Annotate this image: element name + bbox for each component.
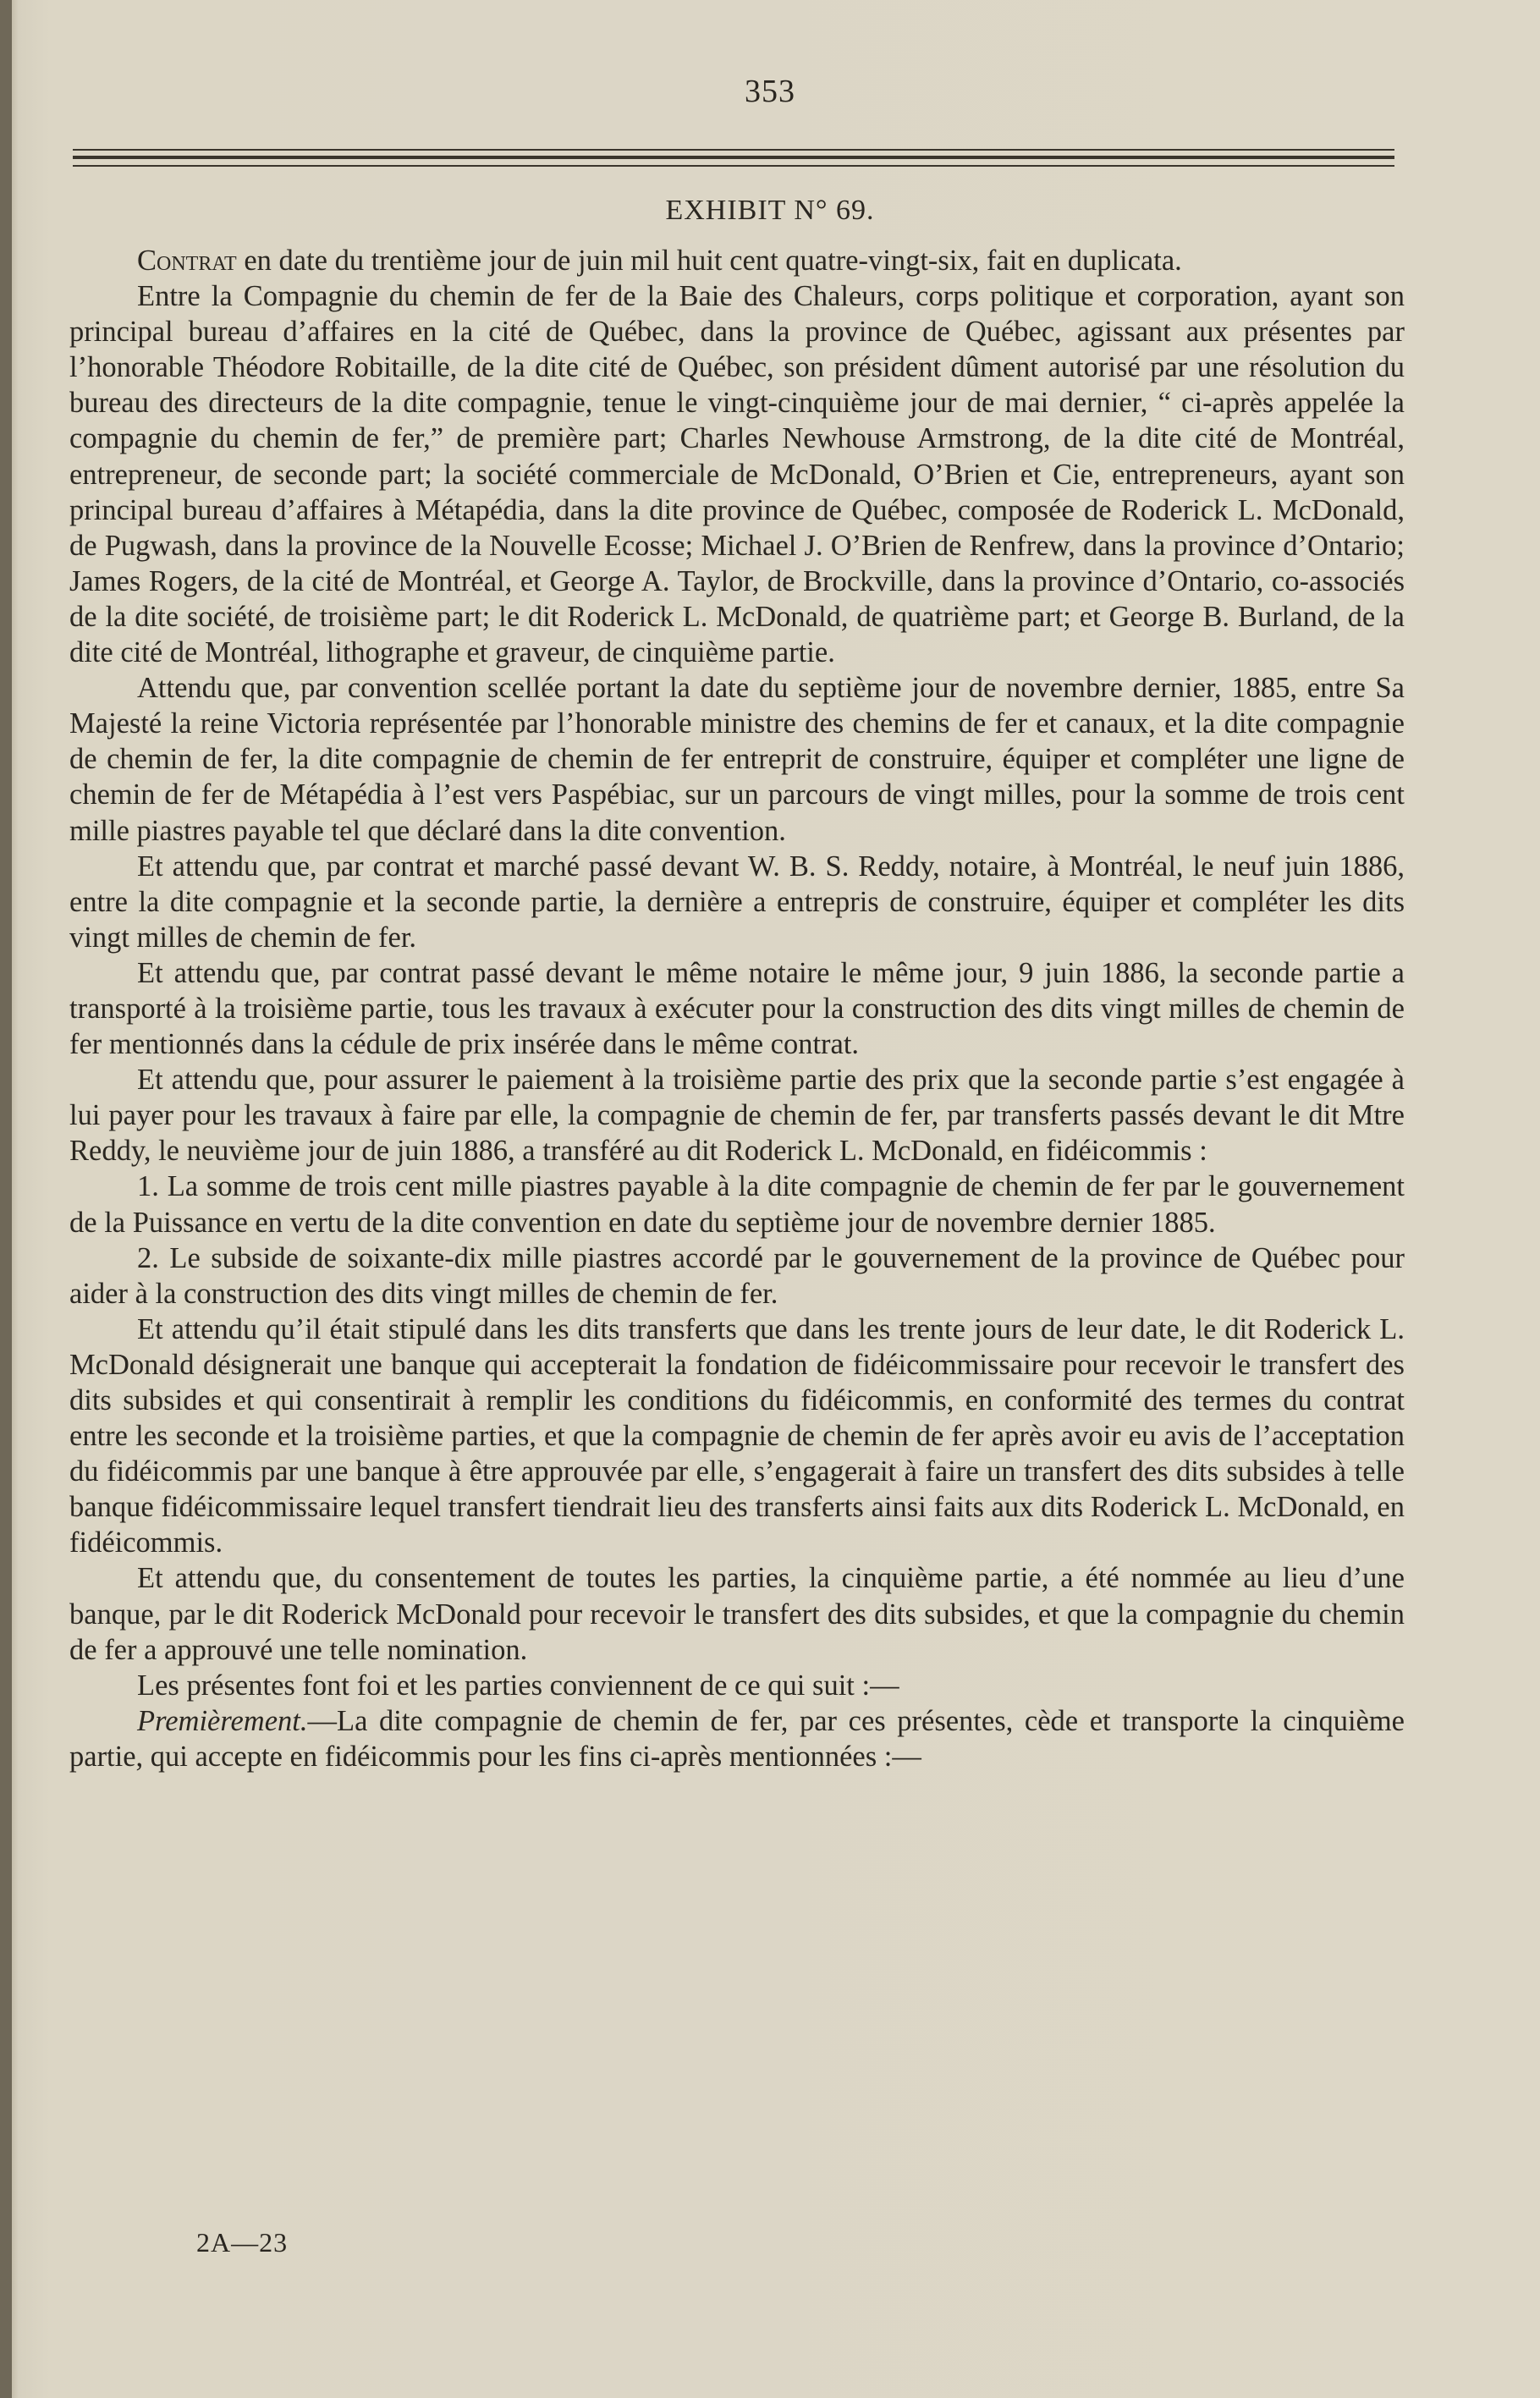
paragraph: Les présentes font foi et les parties conviennent de ce qui suit :— [137, 1669, 899, 1702]
paragraph: Attendu que, par convention scellée portant la date du septième jour de novembre dernier, 1885, entre Sa Majesté la reine Victoria représentée par l’honorable ministre des chemins de fer et canaux, et la dite compagnie de chemin de fer, la dite compagnie de chemin de fer entreprit de construire, équiper et compléter une ligne de chemin de fer de Métapédia à l’est vers Paspébiac, sur un parcours de vingt milles, pour la somme de trois cent mille piastres payable tel que déclaré dans la dite convention. [69, 672, 1405, 847]
page-number: 353 [745, 74, 795, 109]
paragraph [69, 1703, 1405, 1774]
paragraph: Et attendu que, pour assurer le paiement à la troisième partie des prix que la seconde partie s’est engagée à lui payer pour les travaux à faire par elle, la compagnie de chemin de fer, par transferts passés devant le dit Mtre Reddy, le neuvième jour de juin 1886, a transféré au dit Roderick L. McDonald, en fidéicommis : [69, 1064, 1405, 1168]
numbered-paragraph: 2. Le subside de soixante-dix mille piastres accordé par le gouvernement de la province de Québec pour aider à la construction des dits vingt milles de chemin de fer. [69, 1241, 1405, 1310]
paragraph: Et attendu que, par contrat passé devant le même notaire le même jour, 9 juin 1886, la seconde partie a transporté à la troisième partie, tous les travaux à exécuter pour la construction des dits vingt milles de chemin de fer mentionnés dans la cédule de prix insérée dans le même contrat. [69, 956, 1405, 1061]
paragraph-lead: Contrat [137, 245, 237, 277]
paragraph-text: en date du trentième jour de juin mil huit cent quatre-vingt-six, fait en duplicata. [236, 245, 1182, 277]
exhibit-title: EXHIBIT N° 69. [665, 195, 875, 226]
binding-edge [0, 0, 12, 2398]
header-rule [73, 165, 1394, 167]
numbered-paragraph: 1. La somme de trois cent mille piastres payable à la dite compagnie de chemin de fer par le gouvernement de la Puissance en vertu de la dite convention en date du septième jour de novembre dernier 1885. [69, 1170, 1405, 1239]
body-text [69, 243, 1405, 1774]
paragraph: Et attendu que, par contrat et marché passé devant W. B. S. Reddy, notaire, à Montréal, le neuf juin 1886, entre la dite compagnie et la seconde partie, la dernière a entrepris de construire, équiper et compléter les dits vingt milles de chemin de fer. [69, 850, 1405, 954]
paragraph: Entre la Compagnie du chemin de fer de la Baie des Chaleurs, corps politique et corporation, ayant son principal bureau d’affaires en la cité de Québec, dans la province de Québec, agissant aux présentes par l’honorable Théodore Robitaille, de la dite cité de Québec, son président dûment autorisé par une résolution du bureau des directeurs de la dite compagnie, tenue le vingt-cinquième jour de mai dernier, “ ci-après appelée la compagnie du chemin de fer,” de première part; Charles Newhouse Armstrong, de la dite cité de Montréal, entrepreneur, de seconde part; la société commerciale de McDonald, O’Brien et Cie, entrepreneurs, ayant son principal bureau d’affaires à Métapédia, dans la dite province de Québec, composée de Roderick L. McDonald, de Pugwash, dans la province de la Nouvelle Ecosse; Michael J. O’Brien de Renfrew, dans la province d’Ontario; James Rogers, de la cité de Montréal, et George A. Taylor, de Brockville, dans la province d’Ontario, co-associés de la dite société, de troisième part; le dit Roderick L. McDonald, de quatrième part; et George B. Burland, de la dite cité de Montréal, lithographe et graveur, de cinquième partie. [69, 280, 1405, 669]
signature-mark: 2A—23 [196, 2227, 289, 2258]
paragraph: Et attendu que, du consentement de toutes les parties, la cinquième partie, a été nommée au lieu d’une banque, par le dit Roderick McDonald pour recevoir le transfert des dits subsides, et que la compagnie du chemin de fer a approuvé une telle nomination. [69, 1562, 1405, 1666]
header-rule [73, 149, 1394, 151]
paragraph [69, 243, 1405, 278]
paragraph-text: —La dite compagnie de chemin de fer, par ces présentes, cède et transporte la cinquième partie, qui accepte en fidéicommis pour les fins ci-après mentionnées :— [69, 1704, 1405, 1773]
paragraph-lead: Premièrement. [137, 1704, 308, 1737]
paragraph: Et attendu qu’il était stipulé dans les dits transferts que dans les trente jours de leur date, le dit Roderick L. McDonald désignerait une banque qui accepterait la fondation de fidéicommissaire pour recevoir le transfert des dits subsides et qui consentirait à remplir les conditions du fidéicommis, en conformité des termes du contrat entre les seconde et la troisième parties, et que la compagnie de chemin de fer après avoir eu avis de l’acceptation du fidéicommis par une banque à être approuvée par elle, s’engagerait à faire un transfert des dits subsides à telle banque fidéicommissaire lequel transfert tiendrait lieu des transferts ainsi faits aux dits Roderick L. McDonald, en fidéicommis. [69, 1312, 1405, 1559]
header-rule [73, 156, 1394, 159]
